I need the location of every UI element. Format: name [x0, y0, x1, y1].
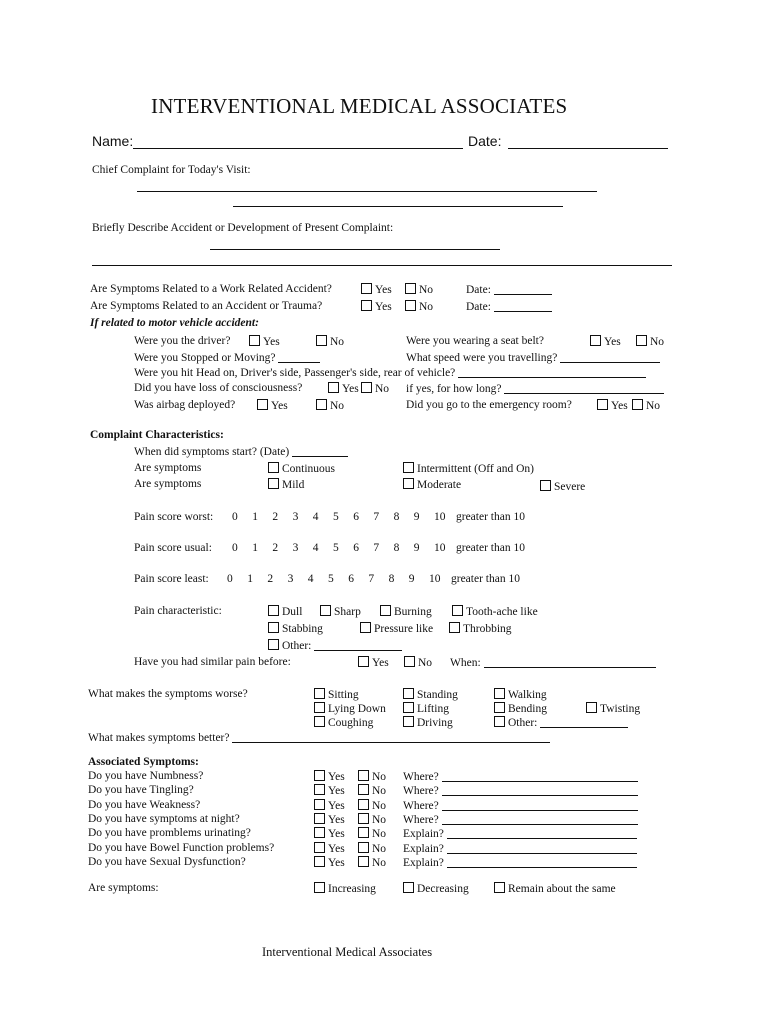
mild-option[interactable]: Mild — [268, 478, 304, 491]
checkbox-icon — [403, 688, 414, 699]
checkbox-icon — [494, 688, 505, 699]
trauma-question: Are Symptoms Related to an Accident or Trauma? — [90, 300, 323, 312]
trend-question: Are symptoms: — [88, 882, 159, 894]
associated-no[interactable]: No — [358, 856, 386, 869]
checkbox-icon — [257, 399, 268, 410]
lifting-option[interactable]: Lifting — [403, 702, 449, 715]
checkbox-icon — [590, 335, 601, 346]
associated-no[interactable]: No — [358, 784, 386, 797]
pain-other-option[interactable]: Other: — [268, 639, 402, 652]
chief-complaint-line-1[interactable] — [137, 191, 597, 192]
similar-question: Have you had similar pain before: — [134, 656, 291, 668]
checkbox-icon — [314, 784, 325, 795]
pain-score-option[interactable]: 6 — [353, 511, 359, 523]
checkbox-icon — [316, 335, 327, 346]
seatbelt-yes[interactable]: Yes — [590, 335, 621, 348]
pain-score-option[interactable]: 9 — [408, 573, 415, 585]
associated-no[interactable]: No — [358, 842, 386, 855]
describe-line-1[interactable] — [210, 249, 500, 250]
associated-question: Do you have Sexual Dysfunction? — [88, 855, 246, 868]
associated-yes[interactable]: Yes — [314, 813, 345, 826]
checkbox-icon — [268, 478, 279, 489]
similar-yes[interactable]: Yes — [358, 656, 389, 669]
checkbox-icon — [494, 716, 505, 727]
checkbox-icon — [494, 882, 505, 893]
checkbox-icon — [403, 478, 414, 489]
checkbox-icon — [314, 813, 325, 824]
checkbox-icon — [358, 842, 369, 853]
worse-question: What makes the symptoms worse? — [88, 688, 248, 700]
are-symptoms-label-1: Are symptoms — [134, 462, 202, 474]
driving-option[interactable]: Driving — [403, 716, 453, 729]
associated-question: Do you have Tingling? — [88, 784, 194, 797]
continuous-option[interactable]: Continuous — [268, 462, 335, 475]
checkbox-icon — [597, 399, 608, 410]
work-question: Are Symptoms Related to a Work Related Accident? — [90, 283, 332, 295]
conscious-question: Did you have loss of consciousness? — [134, 382, 303, 394]
associated-heading: Associated Symptoms: — [88, 756, 199, 768]
pain-score-option[interactable]: 7 — [373, 511, 380, 523]
pain-score-option[interactable]: 4 — [307, 573, 314, 585]
trauma-yes[interactable]: Yes — [361, 300, 392, 313]
intermittent-option[interactable]: Intermittent (Off and On) — [403, 462, 534, 475]
checkbox-icon — [380, 605, 391, 616]
pain-scale-label: Pain score worst: — [134, 511, 214, 523]
hit-question: Were you hit Head on, Driver's side, Passenger's side, rear of vehicle? — [134, 366, 646, 379]
pain-score-option[interactable]: 3 — [287, 573, 294, 585]
associated-follow-up[interactable]: Where? — [403, 784, 638, 797]
walking-option[interactable]: Walking — [494, 688, 547, 701]
checkbox-icon — [586, 702, 597, 713]
footer: Interventional Medical Associates — [262, 945, 433, 959]
pain-scale-label: Pain score least: — [134, 573, 209, 585]
pain-score-option[interactable]: 5 — [333, 542, 339, 554]
better-question: What makes symptoms better? — [88, 731, 550, 744]
date-field[interactable] — [508, 148, 668, 149]
checkbox-icon — [268, 462, 279, 473]
pain-score-option[interactable]: 9 — [413, 511, 420, 523]
coughing-option[interactable]: Coughing — [314, 716, 373, 729]
pain-score-option[interactable]: 10 — [429, 573, 441, 585]
sharp-option[interactable]: Sharp — [320, 605, 361, 618]
pain-score-option[interactable]: 10 — [434, 511, 446, 523]
name-field[interactable] — [133, 148, 463, 149]
checkbox-icon — [314, 827, 325, 838]
pain-scale-label: Pain score usual: — [134, 542, 212, 554]
pain-score-option[interactable]: 5 — [328, 573, 334, 585]
pain-score-option[interactable]: 0 — [232, 542, 238, 554]
associated-yes[interactable]: Yes — [314, 827, 345, 840]
complaint-heading: Complaint Characteristics: — [90, 429, 224, 441]
associated-yes[interactable]: Yes — [314, 842, 345, 855]
checkbox-icon — [268, 622, 279, 633]
similar-no[interactable]: No — [404, 656, 432, 669]
checkbox-icon — [314, 842, 325, 853]
toothache-option[interactable]: Tooth-ache like — [452, 605, 538, 618]
pain-score-option[interactable]: 6 — [353, 542, 359, 554]
checkbox-icon — [314, 856, 325, 867]
describe-line-2[interactable] — [92, 265, 672, 266]
associated-follow-up[interactable]: Explain? — [403, 856, 637, 869]
associated-follow-up[interactable]: Where? — [403, 813, 638, 826]
checkbox-icon — [314, 688, 325, 699]
pain-score-option[interactable]: 8 — [393, 511, 400, 523]
standing-option[interactable]: Standing — [403, 688, 458, 701]
pain-score-option[interactable]: 0 — [227, 573, 233, 585]
pain-score-option[interactable]: 10 — [434, 542, 446, 554]
checkbox-icon — [403, 882, 414, 893]
checkbox-icon — [314, 702, 325, 713]
checkbox-icon — [358, 827, 369, 838]
associated-question: Do you have symptoms at night? — [88, 812, 240, 825]
work-no[interactable]: No — [405, 283, 433, 296]
checkbox-icon — [358, 656, 369, 667]
stabbing-option[interactable]: Stabbing — [268, 622, 323, 635]
same-option[interactable]: Remain about the same — [494, 882, 616, 895]
checkbox-icon — [358, 799, 369, 810]
seatbelt-no[interactable]: No — [636, 335, 664, 348]
checkbox-icon — [360, 622, 371, 633]
pain-score-option[interactable]: 0 — [232, 511, 238, 523]
associated-follow-up[interactable]: Where? — [403, 799, 638, 812]
mva-heading: If related to motor vehicle accident: — [90, 317, 259, 329]
pain-score-option[interactable]: 2 — [272, 542, 279, 554]
checkbox-icon — [361, 300, 372, 311]
pain-score-option[interactable]: 2 — [272, 511, 279, 523]
checkbox-icon — [358, 770, 369, 781]
checkbox-icon — [403, 702, 414, 713]
checkbox-icon — [403, 716, 414, 727]
associated-question: Do you have promblems urinating? — [88, 827, 251, 840]
pressure-option[interactable]: Pressure like — [360, 622, 433, 635]
pain-score-option[interactable]: 5 — [333, 511, 339, 523]
trauma-no[interactable]: No — [405, 300, 433, 313]
associated-question: Do you have Weakness? — [88, 798, 201, 811]
date-label: Date: — [468, 133, 502, 149]
checkbox-icon — [494, 702, 505, 713]
chief-complaint-label: Chief Complaint for Today's Visit: — [92, 164, 251, 176]
checkbox-icon — [268, 605, 279, 616]
associated-follow-up[interactable]: Explain? — [403, 827, 637, 840]
checkbox-icon — [361, 382, 372, 393]
pain-score-greater-option[interactable]: greater than 10 — [456, 511, 525, 523]
checkbox-icon — [314, 882, 325, 893]
er-yes[interactable]: Yes — [597, 399, 628, 412]
checkbox-icon — [314, 716, 325, 727]
checkbox-icon — [328, 382, 339, 393]
pain-score-option[interactable]: 7 — [373, 542, 380, 554]
checkbox-icon — [632, 399, 643, 410]
associated-question: Do you have Bowel Function problems? — [88, 841, 275, 854]
associated-yes[interactable]: Yes — [314, 799, 345, 812]
work-yes[interactable]: Yes — [361, 283, 392, 296]
er-question: Did you go to the emergency room? — [406, 399, 572, 411]
sitting-option[interactable]: Sitting — [314, 688, 359, 701]
airbag-question: Was airbag deployed? — [134, 399, 236, 411]
airbag-no[interactable]: No — [316, 399, 344, 412]
pain-score-option[interactable]: 3 — [292, 511, 299, 523]
howlong-question: if yes, for how long? — [406, 382, 664, 395]
twisting-option[interactable]: Twisting — [586, 702, 640, 715]
pain-char-label: Pain characteristic: — [134, 605, 222, 617]
checkbox-icon — [316, 399, 327, 410]
checkbox-icon — [405, 283, 416, 294]
page-title: INTERVENTIONAL MEDICAL ASSOCIATES — [151, 94, 568, 118]
bending-option[interactable]: Bending — [494, 702, 547, 715]
severe-option[interactable]: Severe — [540, 480, 585, 493]
checkbox-icon — [320, 605, 331, 616]
checkbox-icon — [314, 770, 325, 781]
checkbox-icon — [403, 462, 414, 473]
pain-score-greater-option[interactable]: greater than 10 — [456, 542, 525, 554]
checkbox-icon — [358, 856, 369, 867]
associated-no[interactable]: No — [358, 813, 386, 826]
er-no[interactable]: No — [632, 399, 660, 412]
pain-score-option[interactable]: 7 — [368, 573, 375, 585]
describe-label: Briefly Describe Accident or Development of Present Complaint: — [92, 222, 394, 234]
work-date[interactable]: Date: — [466, 283, 552, 296]
pain-score-option[interactable]: 3 — [292, 542, 299, 554]
checkbox-icon — [449, 622, 460, 633]
decreasing-option[interactable]: Decreasing — [403, 882, 469, 895]
pain-score-option[interactable]: 2 — [267, 573, 274, 585]
pain-score-greater-option[interactable]: greater than 10 — [451, 573, 520, 585]
checkbox-icon — [361, 283, 372, 294]
trauma-date[interactable]: Date: — [466, 300, 552, 313]
conscious-yes[interactable]: Yes — [328, 382, 359, 395]
pain-score-option[interactable]: 6 — [348, 573, 354, 585]
associated-no[interactable]: No — [358, 799, 386, 812]
pain-score-option[interactable]: 1 — [252, 542, 258, 554]
stopped-question: Were you Stopped or Moving? — [134, 351, 320, 364]
checkbox-icon — [358, 784, 369, 795]
checkbox-icon — [540, 480, 551, 491]
driver-no[interactable]: No — [316, 335, 344, 348]
throbbing-option[interactable]: Throbbing — [449, 622, 512, 635]
speed-question: What speed were you travelling? — [406, 351, 660, 364]
pain-score-option[interactable]: 8 — [388, 573, 395, 585]
driver-question: Were you the driver? — [134, 335, 231, 347]
associated-follow-up[interactable]: Explain? — [403, 842, 637, 855]
airbag-yes[interactable]: Yes — [257, 399, 288, 412]
burning-option[interactable]: Burning — [380, 605, 432, 618]
dull-option[interactable]: Dull — [268, 605, 302, 618]
conscious-no[interactable]: No — [361, 382, 389, 395]
moderate-option[interactable]: Moderate — [403, 478, 461, 491]
associated-no[interactable]: No — [358, 770, 386, 783]
checkbox-icon — [452, 605, 463, 616]
checkbox-icon — [249, 335, 260, 346]
associated-yes[interactable]: Yes — [314, 770, 345, 783]
checkbox-icon — [314, 799, 325, 810]
associated-no[interactable]: No — [358, 827, 386, 840]
lying-option[interactable]: Lying Down — [314, 702, 386, 715]
worse-other-option[interactable]: Other: — [494, 716, 628, 729]
pain-score-option[interactable]: 9 — [413, 542, 420, 554]
pain-score-option[interactable]: 4 — [312, 542, 319, 554]
name-label: Name: — [92, 133, 134, 149]
associated-question: Do you have Numbness? — [88, 770, 204, 782]
checkbox-icon — [636, 335, 647, 346]
pain-score-option[interactable]: 1 — [252, 511, 258, 523]
associated-yes[interactable]: Yes — [314, 784, 345, 797]
checkbox-icon — [405, 300, 416, 311]
checkbox-icon — [268, 639, 279, 650]
pain-score-option[interactable]: 4 — [312, 511, 319, 523]
are-symptoms-label-2: Are symptoms — [134, 478, 202, 490]
pain-score-option[interactable]: 8 — [393, 542, 400, 554]
checkbox-icon — [358, 813, 369, 824]
associated-follow-up[interactable]: Where? — [403, 770, 638, 783]
checkbox-icon — [404, 656, 415, 667]
chief-complaint-line-2[interactable] — [233, 206, 563, 207]
associated-yes[interactable]: Yes — [314, 856, 345, 869]
driver-yes[interactable]: Yes — [249, 335, 280, 348]
increasing-option[interactable]: Increasing — [314, 882, 376, 895]
seatbelt-question: Were you wearing a seat belt? — [406, 335, 544, 347]
pain-score-option[interactable]: 1 — [247, 573, 253, 585]
similar-when[interactable]: When: — [450, 656, 656, 669]
start-question: When did symptoms start? (Date) — [134, 445, 348, 458]
